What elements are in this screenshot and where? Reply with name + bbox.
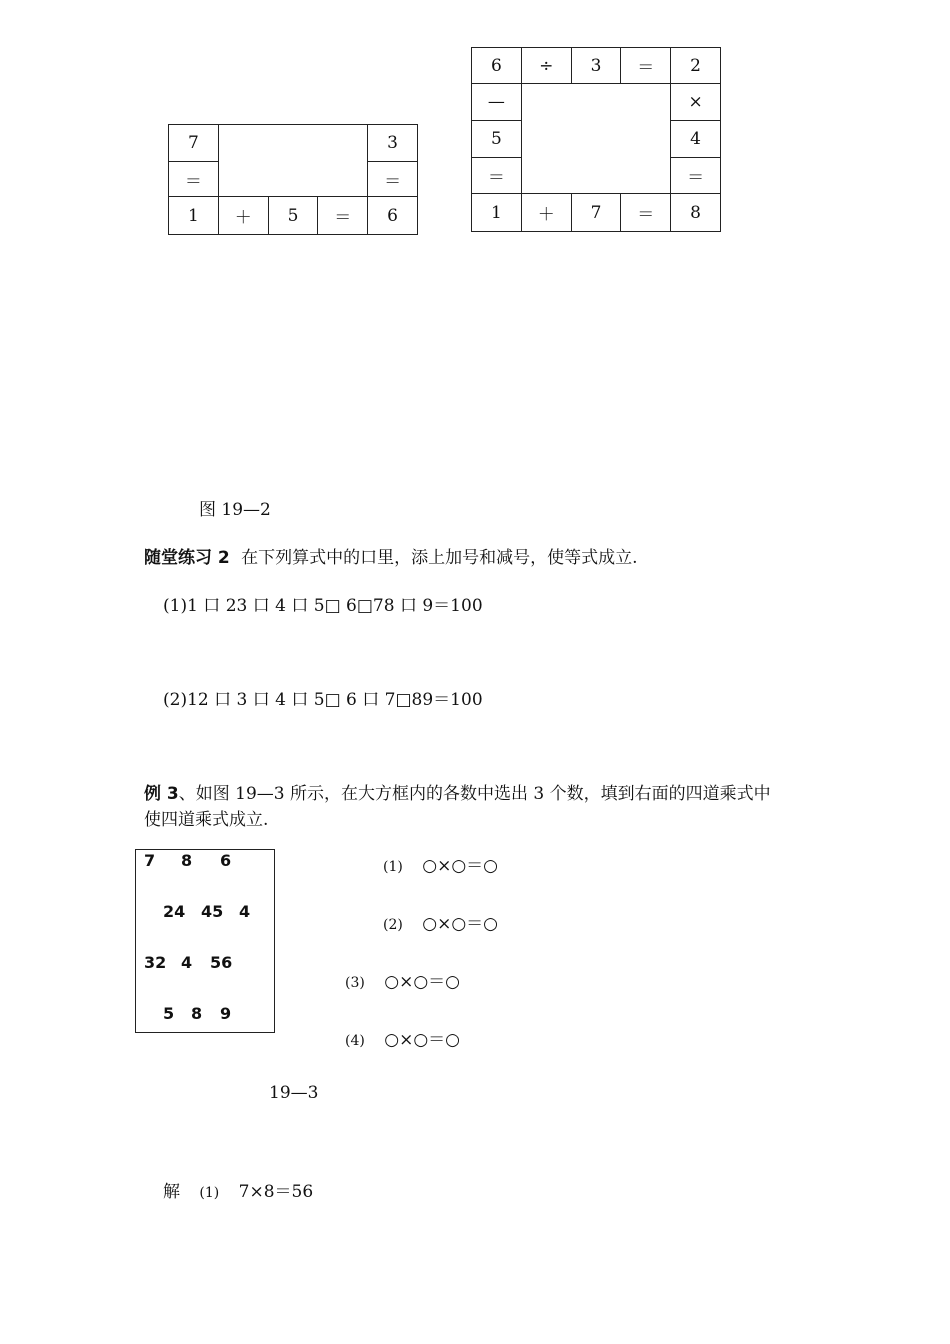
exercise-instruction: 在下列算式中的口里，添上加号和减号，使等式成立. bbox=[241, 548, 638, 568]
equation-expr: ○×○＝○ bbox=[422, 856, 498, 876]
solution-number: (1) bbox=[199, 1185, 220, 1201]
grid-cell: ÷ bbox=[521, 48, 571, 84]
grid-cell: ＝ bbox=[621, 48, 671, 84]
grid-center-blank bbox=[218, 125, 367, 197]
equation-label: (4) bbox=[345, 1033, 365, 1049]
box-number: 56 bbox=[210, 953, 233, 972]
grid-cell: ＝ bbox=[169, 162, 219, 197]
equation-expr: ○×○＝○ bbox=[384, 1030, 460, 1050]
grid-cell: 1 bbox=[169, 197, 219, 235]
box-number: 9 bbox=[220, 1004, 232, 1023]
box-number: 45 bbox=[201, 902, 224, 921]
exercise-instruction-line bbox=[144, 543, 638, 568]
grid-cell: × bbox=[671, 84, 721, 121]
equation-expr: ○×○＝○ bbox=[422, 914, 498, 934]
equation-4 bbox=[345, 1025, 460, 1050]
grid-cell: ＝ bbox=[621, 194, 671, 232]
grid-cell: ＝ bbox=[671, 158, 721, 194]
example-line-2: 使四道乘式成立. bbox=[144, 810, 269, 830]
grid-cell: 7 bbox=[169, 125, 219, 162]
grid-cell: ＝ bbox=[318, 197, 368, 235]
equation-3 bbox=[345, 967, 460, 992]
grid-cell: 5 bbox=[268, 197, 318, 235]
figure-caption: 19—3 bbox=[269, 1083, 319, 1103]
grid-cell: ＋ bbox=[521, 194, 571, 232]
equation-label: (1) bbox=[383, 859, 403, 875]
equation-expr: ○×○＝○ bbox=[384, 972, 460, 992]
example-text-1: 、如图 19—3 所示，在大方框内的各数中选出 3 个数，填到右面的四道乘式中 bbox=[178, 784, 771, 804]
figure-caption: 图 19—2 bbox=[199, 500, 271, 520]
grid-center-blank bbox=[521, 84, 670, 194]
box-number: 4 bbox=[239, 902, 251, 921]
box-number: 24 bbox=[163, 902, 186, 921]
box-number: 8 bbox=[191, 1004, 203, 1023]
box-number: 4 bbox=[181, 953, 193, 972]
grid-cell: 1 bbox=[472, 194, 522, 232]
equation-label: (3) bbox=[345, 975, 365, 991]
grid-cell: 2 bbox=[671, 48, 721, 84]
solution-line bbox=[163, 1177, 313, 1202]
exercise-item-2: (2)12 口 3 口 4 口 5□ 6 口 7□89＝100 bbox=[163, 690, 483, 710]
example-line-1 bbox=[144, 779, 771, 804]
grid-cell: ＝ bbox=[368, 162, 418, 197]
puzzle-grid-right bbox=[471, 47, 721, 232]
grid-cell: 6 bbox=[472, 48, 522, 84]
box-number: 5 bbox=[163, 1004, 175, 1023]
example-heading: 例 3 bbox=[144, 784, 179, 804]
grid-cell: ＝ bbox=[472, 158, 522, 194]
grid-cell: 6 bbox=[368, 197, 418, 235]
exercise-heading: 随堂练习 2 bbox=[144, 548, 230, 568]
solution-label: 解 bbox=[163, 1182, 180, 1202]
equation-1 bbox=[383, 851, 498, 876]
box-number: 8 bbox=[181, 851, 193, 870]
grid-cell: 3 bbox=[368, 125, 418, 162]
equation-label: (2) bbox=[383, 917, 403, 933]
number-box bbox=[135, 849, 275, 1033]
exercise-item-1: (1)1 口 23 口 4 口 5□ 6□78 口 9＝100 bbox=[163, 596, 483, 616]
solution-expr: 7×8＝56 bbox=[238, 1182, 314, 1202]
grid-cell: 8 bbox=[671, 194, 721, 232]
grid-cell: 7 bbox=[571, 194, 621, 232]
equation-2 bbox=[383, 909, 498, 934]
grid-cell: 4 bbox=[671, 121, 721, 158]
grid-cell: 5 bbox=[472, 121, 522, 158]
grid-cell: 3 bbox=[571, 48, 621, 84]
grid-cell: ＋ bbox=[218, 197, 268, 235]
grid-cell: — bbox=[472, 84, 522, 121]
box-number: 32 bbox=[144, 953, 167, 972]
box-number: 7 bbox=[144, 851, 156, 870]
puzzle-grid-left bbox=[168, 124, 418, 235]
box-number: 6 bbox=[220, 851, 232, 870]
